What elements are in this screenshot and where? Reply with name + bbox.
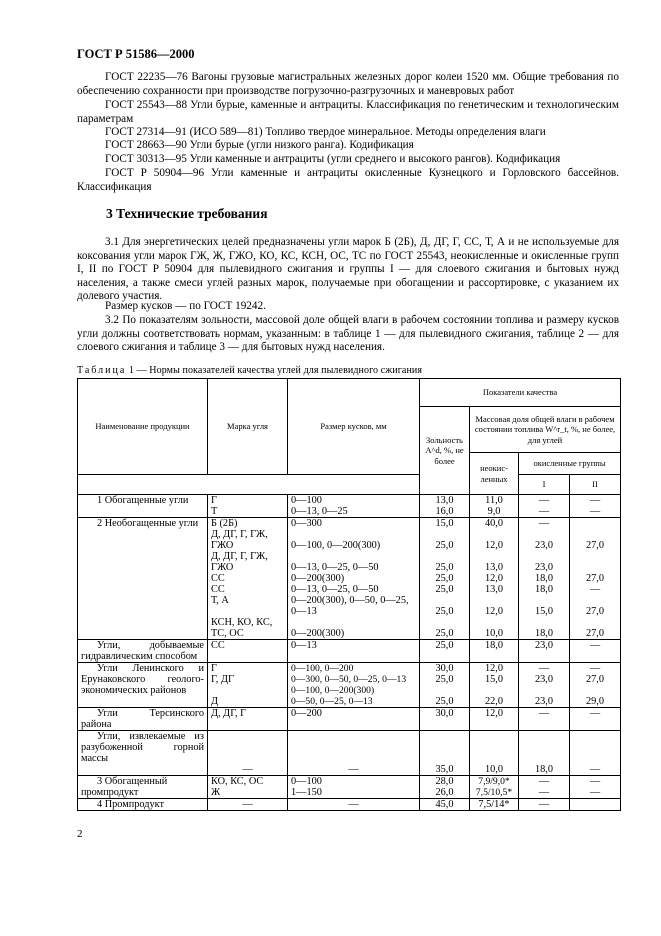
reference-1: ГОСТ 22235—76 Вагоны грузовые магистральных железных дорог колеи 1520 мм. Общие требования по обеспечению сохранности при производстве погрузочно-разгрузочных и маневровых работ: [77, 71, 619, 97]
cell-group-1: — 23,0 23,0 18,0 18,0 15,0 18,0: [519, 518, 570, 640]
cell-product: 1 Обогащенные угли: [78, 495, 208, 518]
cell-group-2: 27,0 27,0 — 27,0 27,0: [570, 518, 621, 640]
cell-group-1: —: [519, 799, 570, 811]
cell-non-oxidized: 12,0 15,0 22,0: [470, 663, 519, 708]
table-caption: [77, 365, 422, 376]
cell-ash: 30,0: [420, 708, 470, 731]
cell-product: Угли, извлекаемые из разубоженной горной массы: [78, 731, 208, 776]
paragraph-size: Размер кусков — по ГОСТ 19242.: [105, 300, 266, 312]
cell-non-oxidized: 7,9/9,0* 7,5/10,5*: [470, 776, 519, 799]
cell-size: 0—13: [288, 640, 420, 663]
cell-group-2: —: [570, 640, 621, 663]
cell-ash: 15,0 25,0 25,0 25,0 25,0 25,0 25,0: [420, 518, 470, 640]
table-caption-word: Таблица: [77, 365, 127, 376]
cell-group-2: — —: [570, 776, 621, 799]
cell-product: 3 Обогащенный промпродукт: [78, 776, 208, 799]
table-row: [78, 518, 621, 640]
cell-non-oxidized: 40,0 12,0 13,0 12,0 13,0 12,0 10,0: [470, 518, 519, 640]
table-row: [78, 663, 621, 708]
table-row: [78, 495, 621, 518]
cell-product: 4 Промпродукт: [78, 799, 208, 811]
header-size: Размер кусков, мм: [288, 379, 420, 475]
table-row: [78, 640, 621, 663]
reference-5: ГОСТ 30313—95 Угли каменные и антрациты (угли среднего и высокого рангов). Кодификация: [105, 153, 561, 165]
document-header: ГОСТ Р 51586—2000: [77, 47, 195, 61]
cell-group-2: [570, 799, 621, 811]
table-row: [78, 708, 621, 731]
cell-non-oxidized: 7,5/14*: [470, 799, 519, 811]
cell-grade: КО, КС, ОС Ж: [208, 776, 288, 799]
cell-product: Угли, добываемые гидравлическим способом: [78, 640, 208, 663]
paragraph-3-2: 3.2 По показателям зольности, массовой доле общей влаги в рабочем состоянии топлива и размеру кусков угли должны соответствовать нормам, указанным: в таблице 1 — для пылевидного сжигания, таблице 2 — для слоевого сжигания и таблице 3 — для бытовых нужд населения.: [77, 314, 619, 354]
cell-size: 0—300 0—100, 0—200(300) 0—13, 0—25, 0—50 0—200(300) 0—13, 0—25, 0—50 0—200(300), 0—50, 0—25, 0—13 0—200(300): [288, 518, 420, 640]
header-quality: Показатели качества: [420, 379, 621, 407]
cell-group-1: 18,0: [519, 731, 570, 776]
cell-grade: Г Г, ДГ Д: [208, 663, 288, 708]
cell-group-2: — —: [570, 495, 621, 518]
cell-product: Угли Терсинского района: [78, 708, 208, 731]
cell-grade: —: [208, 799, 288, 811]
cell-non-oxidized: 11,0 9,0: [470, 495, 519, 518]
header-moisture: Массовая доля общей влаги в рабочем состоянии топлива W^r_t, %, не более, для углей: [470, 407, 621, 453]
cell-size: 0—100, 0—200 0—300, 0—50, 0—25, 0—13 0—100, 0—200(300) 0—50, 0—25, 0—13: [288, 663, 420, 708]
header-ash: Зольность A^d, %, не более: [420, 407, 470, 495]
cell-non-oxidized: 18,0: [470, 640, 519, 663]
cell-ash: 13,0 16,0: [420, 495, 470, 518]
quality-norms-table: [77, 378, 621, 811]
cell-group-1: — 23,0 23,0: [519, 663, 570, 708]
cell-grade: Д, ДГ, Г: [208, 708, 288, 731]
cell-size: —: [288, 731, 420, 776]
cell-group-2: —: [570, 731, 621, 776]
cell-size: —: [288, 799, 420, 811]
reference-6: ГОСТ Р 50904—96 Угли каменные и антрациты окисленные Кузнецкого и Горловского бассейнов. Классификация: [77, 167, 619, 193]
cell-grade: —: [208, 731, 288, 776]
header-oxidized: окисленные группы: [519, 453, 621, 475]
header-non-oxidized: неокис-ленных: [470, 453, 519, 495]
cell-size: 0—100 1—150: [288, 776, 420, 799]
cell-grade: Г Т: [208, 495, 288, 518]
cell-product: Угли Ленинского и Ерунаковского геолого-экономических районов: [78, 663, 208, 708]
cell-size: 0—100 0—13, 0—25: [288, 495, 420, 518]
cell-ash: 30,0 25,0 25,0: [420, 663, 470, 708]
header-group-1: I: [519, 475, 570, 495]
table-row: [78, 799, 621, 811]
cell-non-oxidized: 10,0: [470, 731, 519, 776]
cell-group-1: —: [519, 708, 570, 731]
reference-2: ГОСТ 25543—88 Угли бурые, каменные и антрациты. Классификация по генетическим и технологическим параметрам: [77, 99, 619, 125]
table-row: [78, 731, 621, 776]
page-number: 2: [77, 828, 83, 840]
cell-grade: СС: [208, 640, 288, 663]
reference-3: ГОСТ 27314—91 (ИСО 589—81) Топливо твердое минеральное. Методы определения влаги: [105, 126, 546, 138]
cell-ash: 28,0 26,0: [420, 776, 470, 799]
cell-group-1: — —: [519, 776, 570, 799]
cell-ash: 25,0: [420, 640, 470, 663]
cell-ash: 35,0: [420, 731, 470, 776]
cell-grade: Б (2Б) Д, ДГ, Г, ГЖ, ГЖО Д, ДГ, Г, ГЖ, ГЖО СС СС Т, А КСН, КО, КС, ТС, ОС: [208, 518, 288, 640]
section-title: 3 Технические требования: [106, 206, 268, 221]
cell-group-1: — —: [519, 495, 570, 518]
table-row: [78, 776, 621, 799]
reference-4: ГОСТ 28663—90 Угли бурые (угли низкого ранга). Кодификация: [105, 139, 414, 151]
cell-size: 0—200: [288, 708, 420, 731]
header-grade: Марка угля: [208, 379, 288, 475]
cell-group-2: — 27,0 29,0: [570, 663, 621, 708]
cell-product: 2 Необогащенные угли: [78, 518, 208, 640]
cell-ash: 45,0: [420, 799, 470, 811]
table-caption-text: 1 — Нормы показателей качества углей для пылевидного сжигания: [126, 365, 423, 376]
header-group-2: II: [570, 475, 621, 495]
paragraph-3-1: 3.1 Для энергетических целей предназначены угли марок Б (2Б), Д, ДГ, Г, СС, Т, А и не используемые для коксования угли марок ГЖ, Ж, ГЖО, КО, КС, КСН, ОС, ТС по ГОСТ 25543, неокисленные и окисленные групп I, II по ГОСТ Р 50904 для пылевидного сжигания и группы I — для слоевого сжигания и бытовых нужд населения, а также смеси углей разных марок, получаемые при обогащении и рассортировке, с указанием их долевого участия.: [77, 236, 619, 303]
cell-group-2: —: [570, 708, 621, 731]
header-product: Наименование продукции: [78, 379, 208, 475]
cell-group-1: 23,0: [519, 640, 570, 663]
cell-non-oxidized: 12,0: [470, 708, 519, 731]
